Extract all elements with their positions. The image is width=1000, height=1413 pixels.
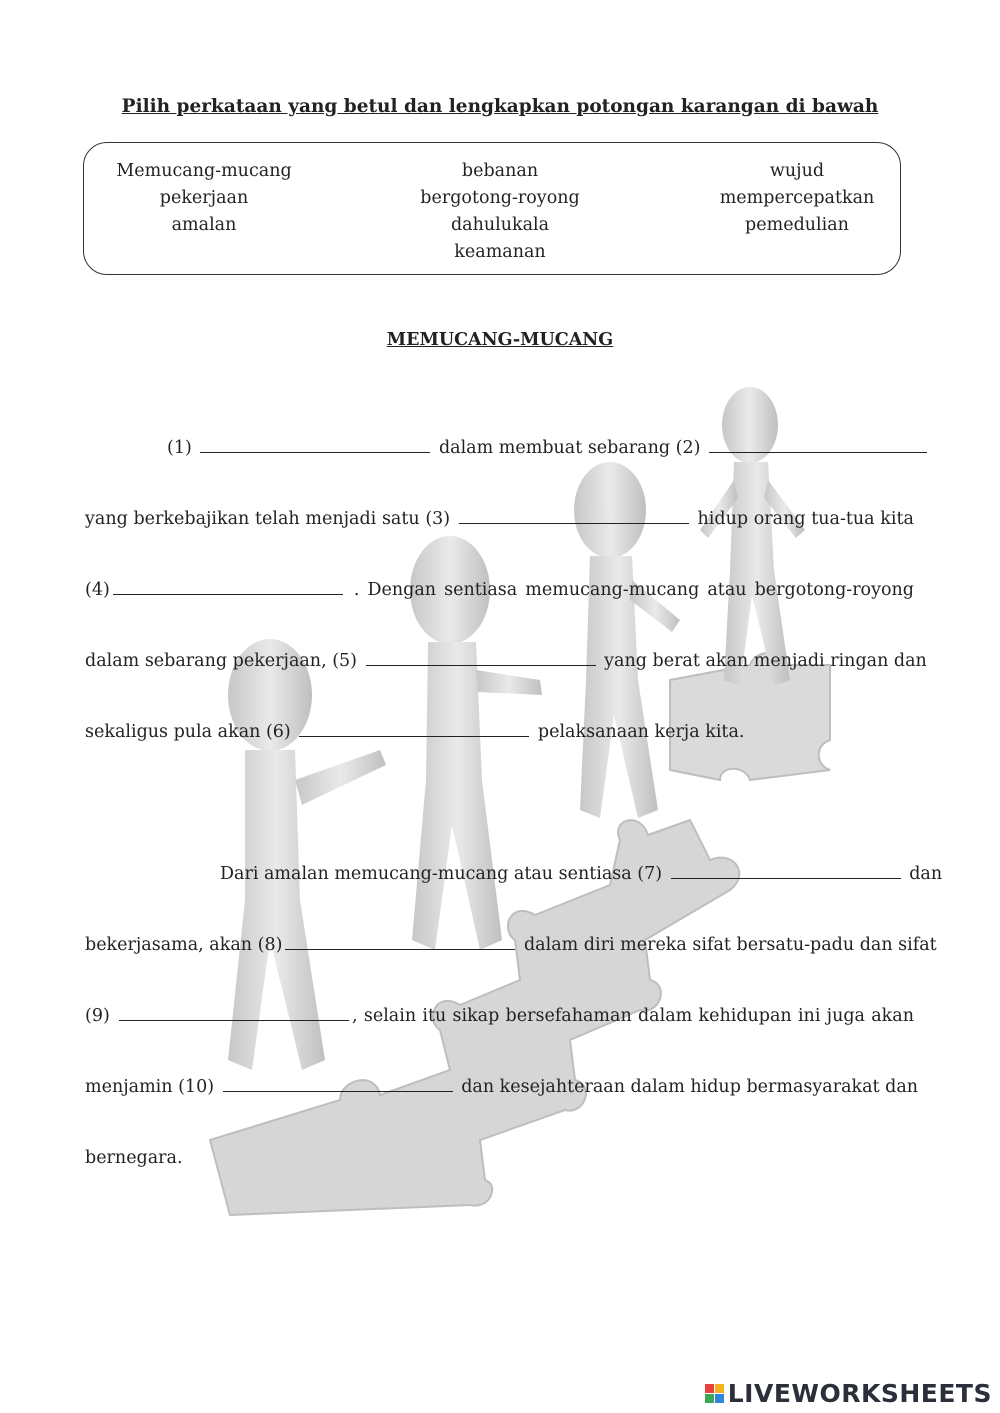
essay-text: , selain itu sikap bersefahaman dalam kehidupan ini juga akan: [352, 1006, 914, 1026]
essay-line: [85, 649, 927, 673]
word-bank-item: pemedulian: [745, 215, 849, 235]
essay-text: Dari amalan memucang-mucang atau sentiasa (7): [220, 864, 663, 884]
liveworksheets-footer[interactable]: [705, 1378, 992, 1408]
essay-text: dalam membuat sebarang (2): [438, 438, 701, 458]
logo-square: [705, 1394, 714, 1403]
essay-text: menjamin (10): [85, 1077, 215, 1097]
blank-number: (1): [167, 438, 192, 458]
word-bank-item: dahulukala: [450, 215, 550, 235]
word-bank-box: [83, 142, 901, 275]
essay-text: dan kesejahteraan dalam hidup bermasyarakat dan: [461, 1077, 919, 1097]
essay-line: [85, 720, 914, 744]
essay-text: sekaligus pula akan (6): [85, 722, 291, 742]
blank-number: (4): [85, 580, 110, 600]
essay-line: [85, 578, 914, 602]
word-bank-item: wujud: [769, 161, 825, 181]
answer-blank-10[interactable]: [223, 1077, 453, 1092]
essay-line: [85, 1075, 919, 1099]
answer-blank-1[interactable]: [200, 438, 430, 453]
answer-blank-3[interactable]: [459, 509, 689, 524]
liveworksheets-logo-icon: [705, 1384, 724, 1403]
logo-square: [705, 1384, 714, 1393]
word-bank-item: pekerjaan: [159, 188, 249, 208]
answer-blank-5[interactable]: [366, 651, 596, 666]
blank-number: (9): [85, 1006, 110, 1026]
answer-blank-9[interactable]: [119, 1006, 349, 1021]
answer-blank-6[interactable]: [299, 722, 529, 737]
essay-text: dalam sebarang pekerjaan, (5): [85, 651, 357, 671]
essay-line: [85, 1146, 914, 1170]
logo-square: [715, 1394, 724, 1403]
word-bank-item: bebanan: [461, 161, 539, 181]
essay-text: yang berkebajikan telah menjadi satu (3): [85, 509, 451, 529]
logo-square: [715, 1384, 724, 1393]
essay-line: [85, 862, 943, 886]
instruction-heading: Pilih perkataan yang betul dan lengkapkan potongan karangan di bawah: [121, 96, 879, 117]
essay-text: yang berat akan menjadi ringan dan: [604, 651, 927, 671]
answer-blank-2[interactable]: [709, 438, 927, 453]
figure-4: [700, 387, 805, 686]
essay-text: hidup orang tua-tua kita: [697, 509, 914, 529]
essay-text: pelaksanaan kerja kita.: [537, 722, 745, 742]
essay-text: bernegara.: [85, 1148, 183, 1168]
essay-text: . Dengan sentiasa memucang-mucang atau bergotong-royong: [353, 580, 914, 600]
word-bank-item: keamanan: [454, 242, 546, 262]
essay-line: [85, 507, 914, 531]
essay-text: dalam diri mereka sifat bersatu-padu dan sifat: [523, 935, 937, 955]
answer-blank-7[interactable]: [671, 864, 901, 879]
essay-title: MEMUCANG-MUCANG: [386, 330, 614, 350]
brand-name: LIVEWORKSHEETS: [727, 1378, 992, 1408]
essay-line: [85, 436, 914, 460]
essay-text: bekerjasama, akan (8): [85, 935, 283, 955]
essay-line: [85, 933, 937, 957]
word-bank-item: amalan: [171, 215, 237, 235]
word-bank-item: mempercepatkan: [719, 188, 875, 208]
word-bank-item: bergotong-royong: [420, 188, 580, 208]
word-bank-item: Memucang-mucang: [116, 161, 292, 181]
answer-blank-4[interactable]: [113, 580, 343, 595]
essay-line: [85, 1004, 914, 1028]
essay-text: dan: [909, 864, 943, 884]
answer-blank-8[interactable]: [285, 935, 515, 950]
